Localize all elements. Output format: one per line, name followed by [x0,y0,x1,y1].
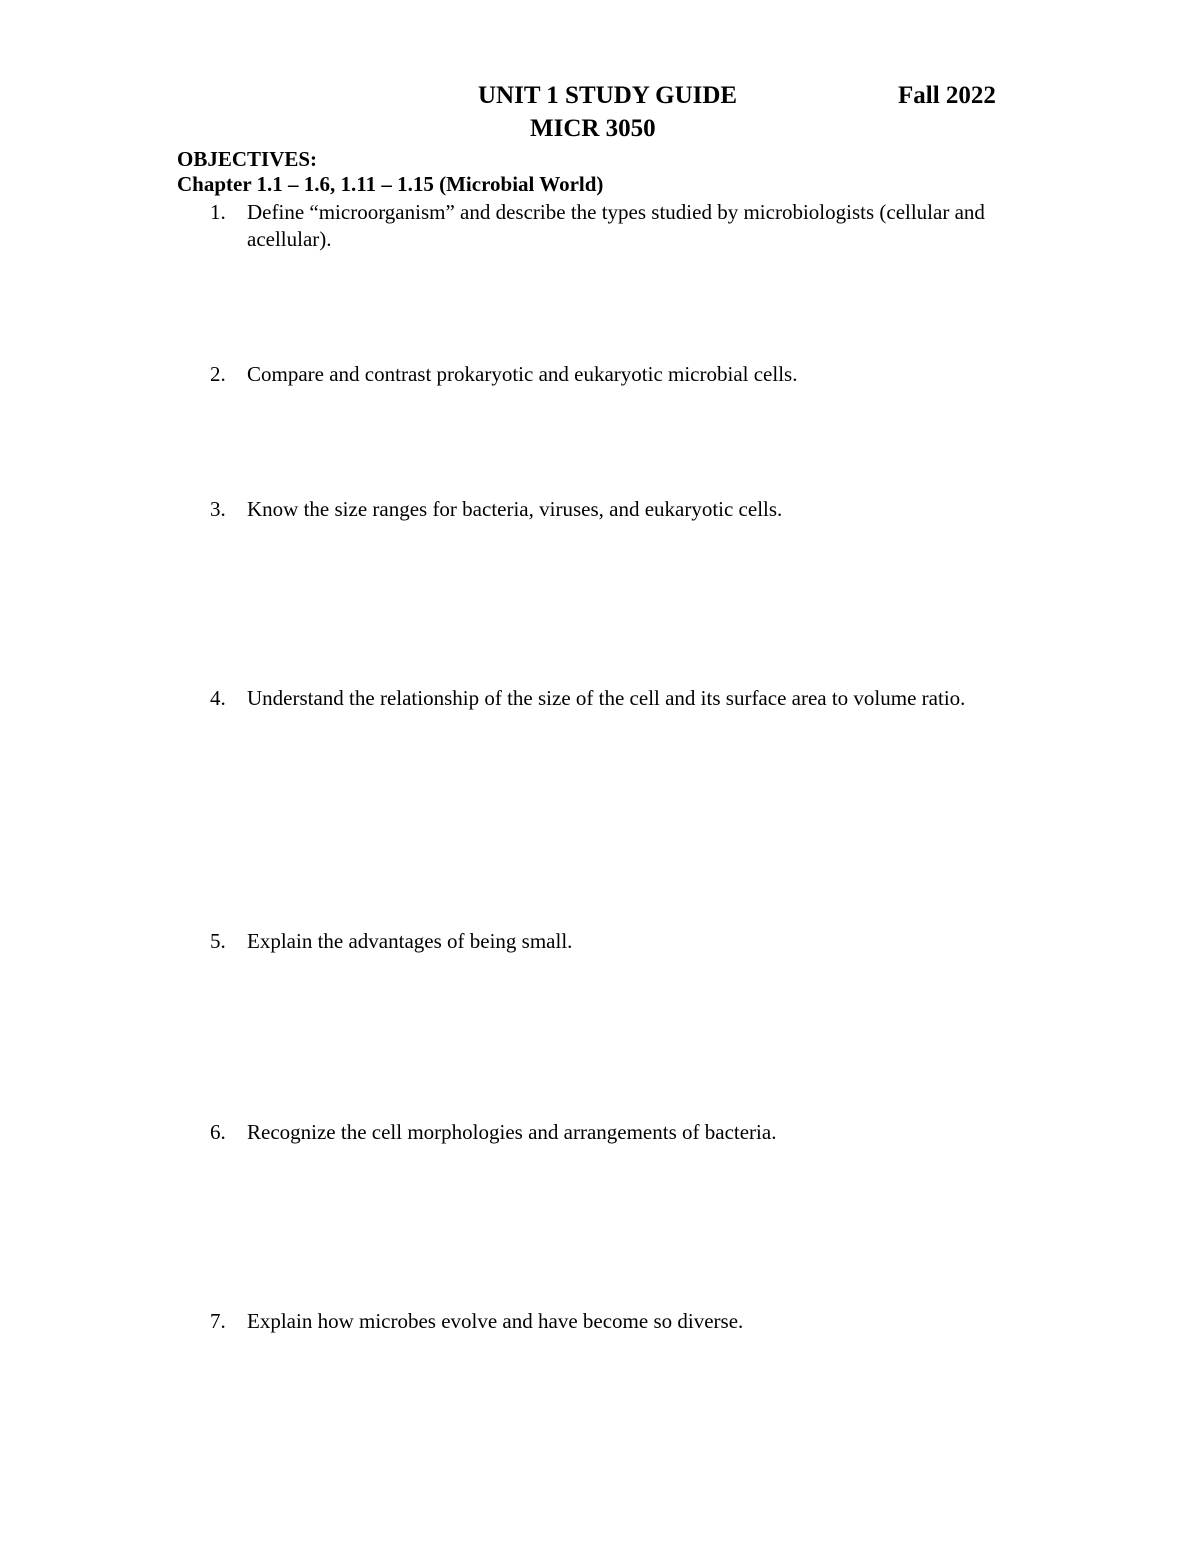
document-title: UNIT 1 STUDY GUIDE [478,82,738,109]
course-code: MICR 3050 [530,115,656,142]
objective-item-4 [210,685,1010,712]
objective-text: Understand the relationship of the size of the cell and its surface area to volume ratio. [247,686,966,710]
objective-number: 5. [210,929,226,953]
term-label: Fall 2022 [898,82,996,109]
objective-number: 4. [210,686,226,710]
objective-text: Define “microorganism” and describe the types studied by microbiologists (cellular and acellular). [247,200,985,251]
objective-text: Recognize the cell morphologies and arrangements of bacteria. [247,1120,777,1144]
objective-item-2 [210,361,1010,388]
objective-item-5 [210,928,1010,955]
objective-number: 1. [210,200,226,224]
objective-number: 7. [210,1309,226,1333]
objective-number: 3. [210,497,226,521]
objective-item-6 [210,1119,1010,1146]
objective-text: Explain how microbes evolve and have become so diverse. [247,1309,744,1333]
objective-item-1 [210,199,1010,253]
objectives-heading: OBJECTIVES: [177,147,318,171]
objective-item-3 [210,496,1010,523]
objective-item-7 [210,1308,1010,1335]
chapter-heading: Chapter 1.1 – 1.6, 1.11 – 1.15 (Microbial World) [177,172,604,196]
objective-number: 2. [210,362,226,386]
objective-number: 6. [210,1120,226,1144]
objective-text: Explain the advantages of being small. [247,929,573,953]
objective-text: Compare and contrast prokaryotic and eukaryotic microbial cells. [247,362,798,386]
objective-text: Know the size ranges for bacteria, viruses, and eukaryotic cells. [247,497,783,521]
